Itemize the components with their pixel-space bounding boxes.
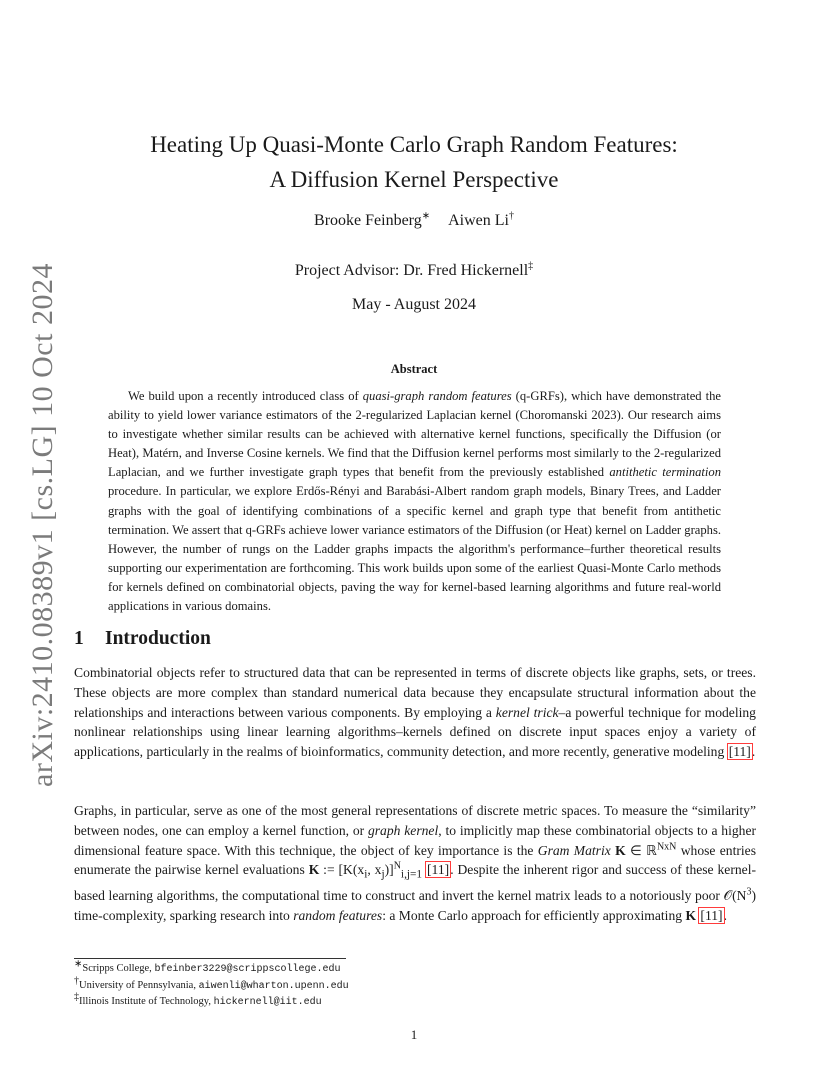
math-text: )] bbox=[384, 862, 394, 878]
footnote-text: Illinois Institute of Technology, bbox=[79, 996, 214, 1007]
paragraph-text: , to implicitly map these combinatorial objects to a higher dimensional feature space. With this technique, the object of key importance is the bbox=[74, 822, 757, 858]
footnote-text: Scripps College, bbox=[82, 963, 155, 974]
paragraph-text: ) time-complexity, sparking research into bbox=[74, 887, 756, 923]
abstract-body bbox=[108, 387, 721, 616]
paragraph-emphasis: random features bbox=[293, 907, 383, 923]
abstract-emphasis: antithetic termination bbox=[609, 465, 721, 480]
author-name: Brooke Feinberg bbox=[314, 212, 422, 229]
paper-title-line-1: Heating Up Quasi-Monte Carlo Graph Random Features: bbox=[150, 132, 678, 157]
abstract-text: (q-GRFs), which have demonstrated the ability to yield lower variance estimators of the 2-regularized Laplacian kernel (Choromanski 2023). Our research aims to investigate whether similar results can be achieved with alternative kernel functions, specifically the Diffusion (or Heat), Matérn, and Inverse Cosine kernels. We find that the Diffusion kernel performs most similarly to the 2-regularized Laplacian, and we further investigate graph types that benefit from the previously established bbox=[108, 389, 721, 480]
paragraph-text: Graphs, in particular, serve as one of the most general representations of discrete metric spaces. To measure the “similarity” between nodes, one can employ a kernel function, or bbox=[74, 803, 756, 838]
intro-paragraph-2 bbox=[74, 801, 756, 926]
paragraph-emphasis: kernel trick bbox=[495, 704, 559, 720]
footnotes bbox=[74, 958, 349, 1011]
paragraph-text: : a Monte Carlo approach for efficiently approximating bbox=[382, 907, 686, 923]
footnote bbox=[74, 991, 349, 1011]
paragraph-text: . bbox=[723, 907, 727, 923]
footnote-mark: ‡ bbox=[528, 260, 534, 272]
footnote-email[interactable]: hickernell@iit.edu bbox=[213, 997, 322, 1008]
paragraph-text: –a powerful technique for modeling nonlinear relationships using linear learning algorithms–kernels defined on discrete input spaces enjoy a variety of applications, particularly in the realms of bioinformatics, community detection, and more recently, generative modeling bbox=[74, 704, 756, 760]
paper-title-line-2: A Diffusion Kernel Perspective bbox=[269, 167, 559, 192]
math-text: ∈ ℝ bbox=[625, 842, 657, 858]
citation-link[interactable]: [11] bbox=[728, 744, 751, 760]
paragraph-emphasis: graph kernel bbox=[367, 822, 439, 838]
footnote-email[interactable]: bfeinber3229@scrippscollege.edu bbox=[154, 964, 341, 975]
section-heading bbox=[74, 628, 211, 650]
abstract-heading: Abstract bbox=[390, 362, 438, 376]
arxiv-sidebar-stamp bbox=[22, 263, 64, 787]
footnote-mark: † bbox=[74, 975, 79, 986]
paragraph-text: . Despite the inherent rigor and success of these kernel-based learning algorithms, the computational time to construct and invert the kernel matrix leads to a notoriously poor 𝒪(N bbox=[74, 862, 756, 903]
project-advisor bbox=[0, 262, 828, 280]
math-superscript: N bbox=[393, 860, 401, 872]
intro-paragraph-1 bbox=[74, 663, 756, 762]
math-symbol: K bbox=[308, 862, 320, 878]
paragraph-text: . bbox=[751, 744, 756, 760]
math-subscript: j bbox=[381, 869, 385, 882]
page-number: 1 bbox=[410, 1027, 418, 1042]
paragraph-text: Combinatorial objects refer to structured data that can be represented in terms of discrete objects like graphs, sets, or trees. These objects are more complex than standard numerical data because they encapsulate structural information about the relationships and interactions between various components. By employing a bbox=[74, 665, 756, 720]
footnote-mark: ‡ bbox=[74, 991, 79, 1003]
math-subscript: i bbox=[364, 869, 368, 882]
math-superscript: NxN bbox=[656, 841, 677, 853]
math-symbol: K bbox=[615, 842, 626, 858]
date-range: May - August 2024 bbox=[352, 296, 476, 313]
paragraph-text: whose entries enumerate the pairwise kernel evaluations bbox=[74, 842, 757, 878]
citation-link[interactable]: [11] bbox=[700, 907, 723, 923]
footnote bbox=[74, 975, 349, 995]
section-number: 1 bbox=[74, 628, 84, 649]
math-symbol: K bbox=[685, 907, 697, 923]
advisor-text: Project Advisor: Dr. Fred Hickernell bbox=[294, 262, 529, 279]
footnote bbox=[74, 958, 349, 978]
paragraph-emphasis: Gram Matrix bbox=[537, 842, 611, 858]
footnote-text: University of Pennsylvania, bbox=[79, 979, 199, 991]
citation-link[interactable]: [11] bbox=[427, 862, 450, 878]
footnote-mark: ∗ bbox=[421, 210, 431, 222]
math-text: := [K(x bbox=[319, 862, 365, 878]
author-list bbox=[0, 212, 828, 230]
footnote-mark: † bbox=[508, 210, 514, 222]
section-title: Introduction bbox=[105, 628, 211, 649]
footnote-rule bbox=[74, 958, 346, 959]
math-subscript: i,j=1 bbox=[400, 869, 423, 882]
math-text: , x bbox=[367, 862, 382, 878]
author-name: Aiwen Li bbox=[448, 212, 509, 229]
footnote-mark: ∗ bbox=[74, 958, 83, 970]
abstract-text: We build upon a recently introduced class of bbox=[128, 389, 363, 403]
math-superscript: 3 bbox=[746, 886, 752, 898]
abstract-text: procedure. In particular, we explore Erdős-Rényi and Barabási-Albert random graph models, Binary Trees, and Ladder graphs with the goal of identifying combinations of a specific kernel and graph type that benefit from antithetic termination. We assert that q-GRFs achieve lower variance estimators of the Diffusion (or Heat) kernel on Ladder graphs. However, the number of rungs on the Ladder graphs impacts the algorithm's performance–further theoretical results supporting our experimentation are forthcoming. This work builds upon some of the earliest Quasi-Monte Carlo methods for kernels defined on combinatorial objects, paving the way for kernel-based learning algorithms and future real-world applications in various domains. bbox=[108, 484, 721, 614]
arxiv-identifier: arXiv:2410.08389v1 [cs.LG] 10 Oct 2024 bbox=[26, 263, 59, 787]
footnote-email[interactable]: aiwenli@wharton.upenn.edu bbox=[198, 980, 349, 992]
abstract-emphasis: quasi-graph random features bbox=[362, 389, 512, 403]
